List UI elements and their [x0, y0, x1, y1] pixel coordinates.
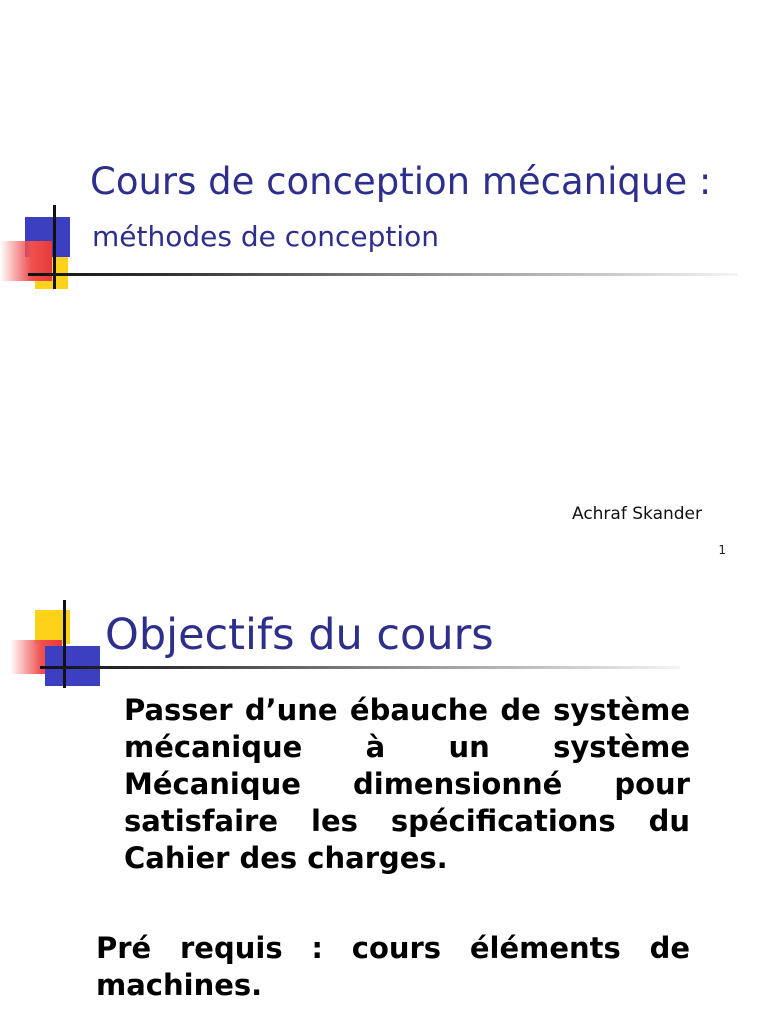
slide-title: Cours de conception mécanique : — [90, 160, 712, 203]
slide-title: Objectifs du cours — [105, 610, 494, 660]
prerequisites-paragraph: Pré requis : cours éléments de machines. — [96, 931, 690, 1002]
decoration-vertical-line — [53, 205, 56, 289]
slide-number: 1 — [718, 543, 726, 557]
author-name: Achraf Skander — [571, 504, 702, 524]
decoration-vertical-line — [63, 600, 66, 688]
title-underline — [40, 666, 680, 669]
objective-paragraph: Passer d’une ébauche de système mécanique à un système Mécanique dimensionné pour satisfaire les spécifications du Cahier des charges. — [124, 693, 690, 875]
slide-subtitle: méthodes de conception — [92, 220, 440, 253]
slide-2 — [0, 580, 768, 1024]
title-decoration — [0, 600, 120, 690]
title-underline — [28, 273, 738, 276]
